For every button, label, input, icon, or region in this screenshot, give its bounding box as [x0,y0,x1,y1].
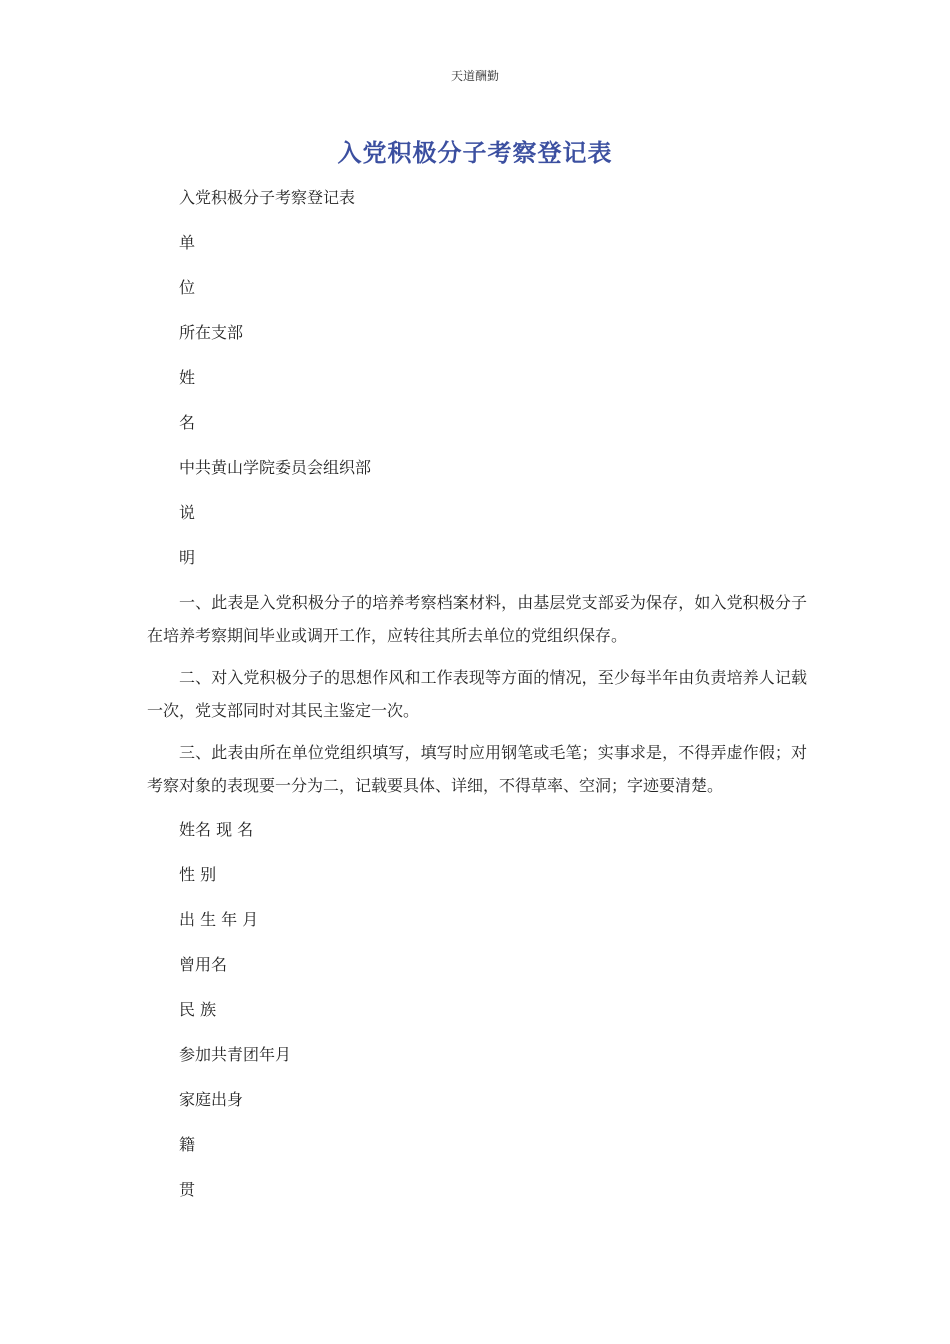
cover-line: 明 [179,548,196,567]
page-header: 天道酬勤 [450,69,499,83]
cover-line: 姓 [179,368,196,387]
cover-line: 所在支部 [179,323,244,342]
form-field-label: 籍 [179,1135,196,1154]
instruction-paragraph-1: 一、此表是入党积极分子的培养考察档案材料，由基层党支部妥为保存，如入党积极分子在培养考察期间毕业或调开工作，应转往其所去单位的党组织保存。 [147,593,807,645]
form-field-label: 曾用名 [179,955,228,974]
form-field-label: 姓名 现 名 [179,820,254,839]
cover-line: 名 [179,413,196,432]
form-field-label: 性 别 [179,865,217,884]
form-field-label: 参加共青团年月 [179,1045,292,1064]
cover-line: 中共黄山学院委员会组织部 [179,458,372,477]
cover-line: 位 [179,278,196,297]
document-title: 入党积极分子考察登记表 [337,139,613,167]
form-field-label: 民 族 [179,1000,217,1019]
form-field-label: 家庭出身 [179,1090,244,1109]
form-field-label: 出 生 年 月 [179,910,259,929]
cover-line: 说 [179,503,196,522]
instruction-paragraph-3: 三、此表由所在单位党组织填写，填写时应用钢笔或毛笔；实事求是，不得弄虚作假；对考察对象的表现要一分为二，记载要具体、详细，不得草率、空洞；字迹要清楚。 [147,743,807,795]
instruction-paragraph-2: 二、对入党积极分子的思想作风和工作表现等方面的情况，至少每半年由负责培养人记载一次，党支部同时对其民主鉴定一次。 [147,668,807,720]
cover-line: 入党积极分子考察登记表 [179,188,356,207]
form-field-label: 贯 [179,1180,196,1199]
cover-line: 单 [179,233,196,252]
